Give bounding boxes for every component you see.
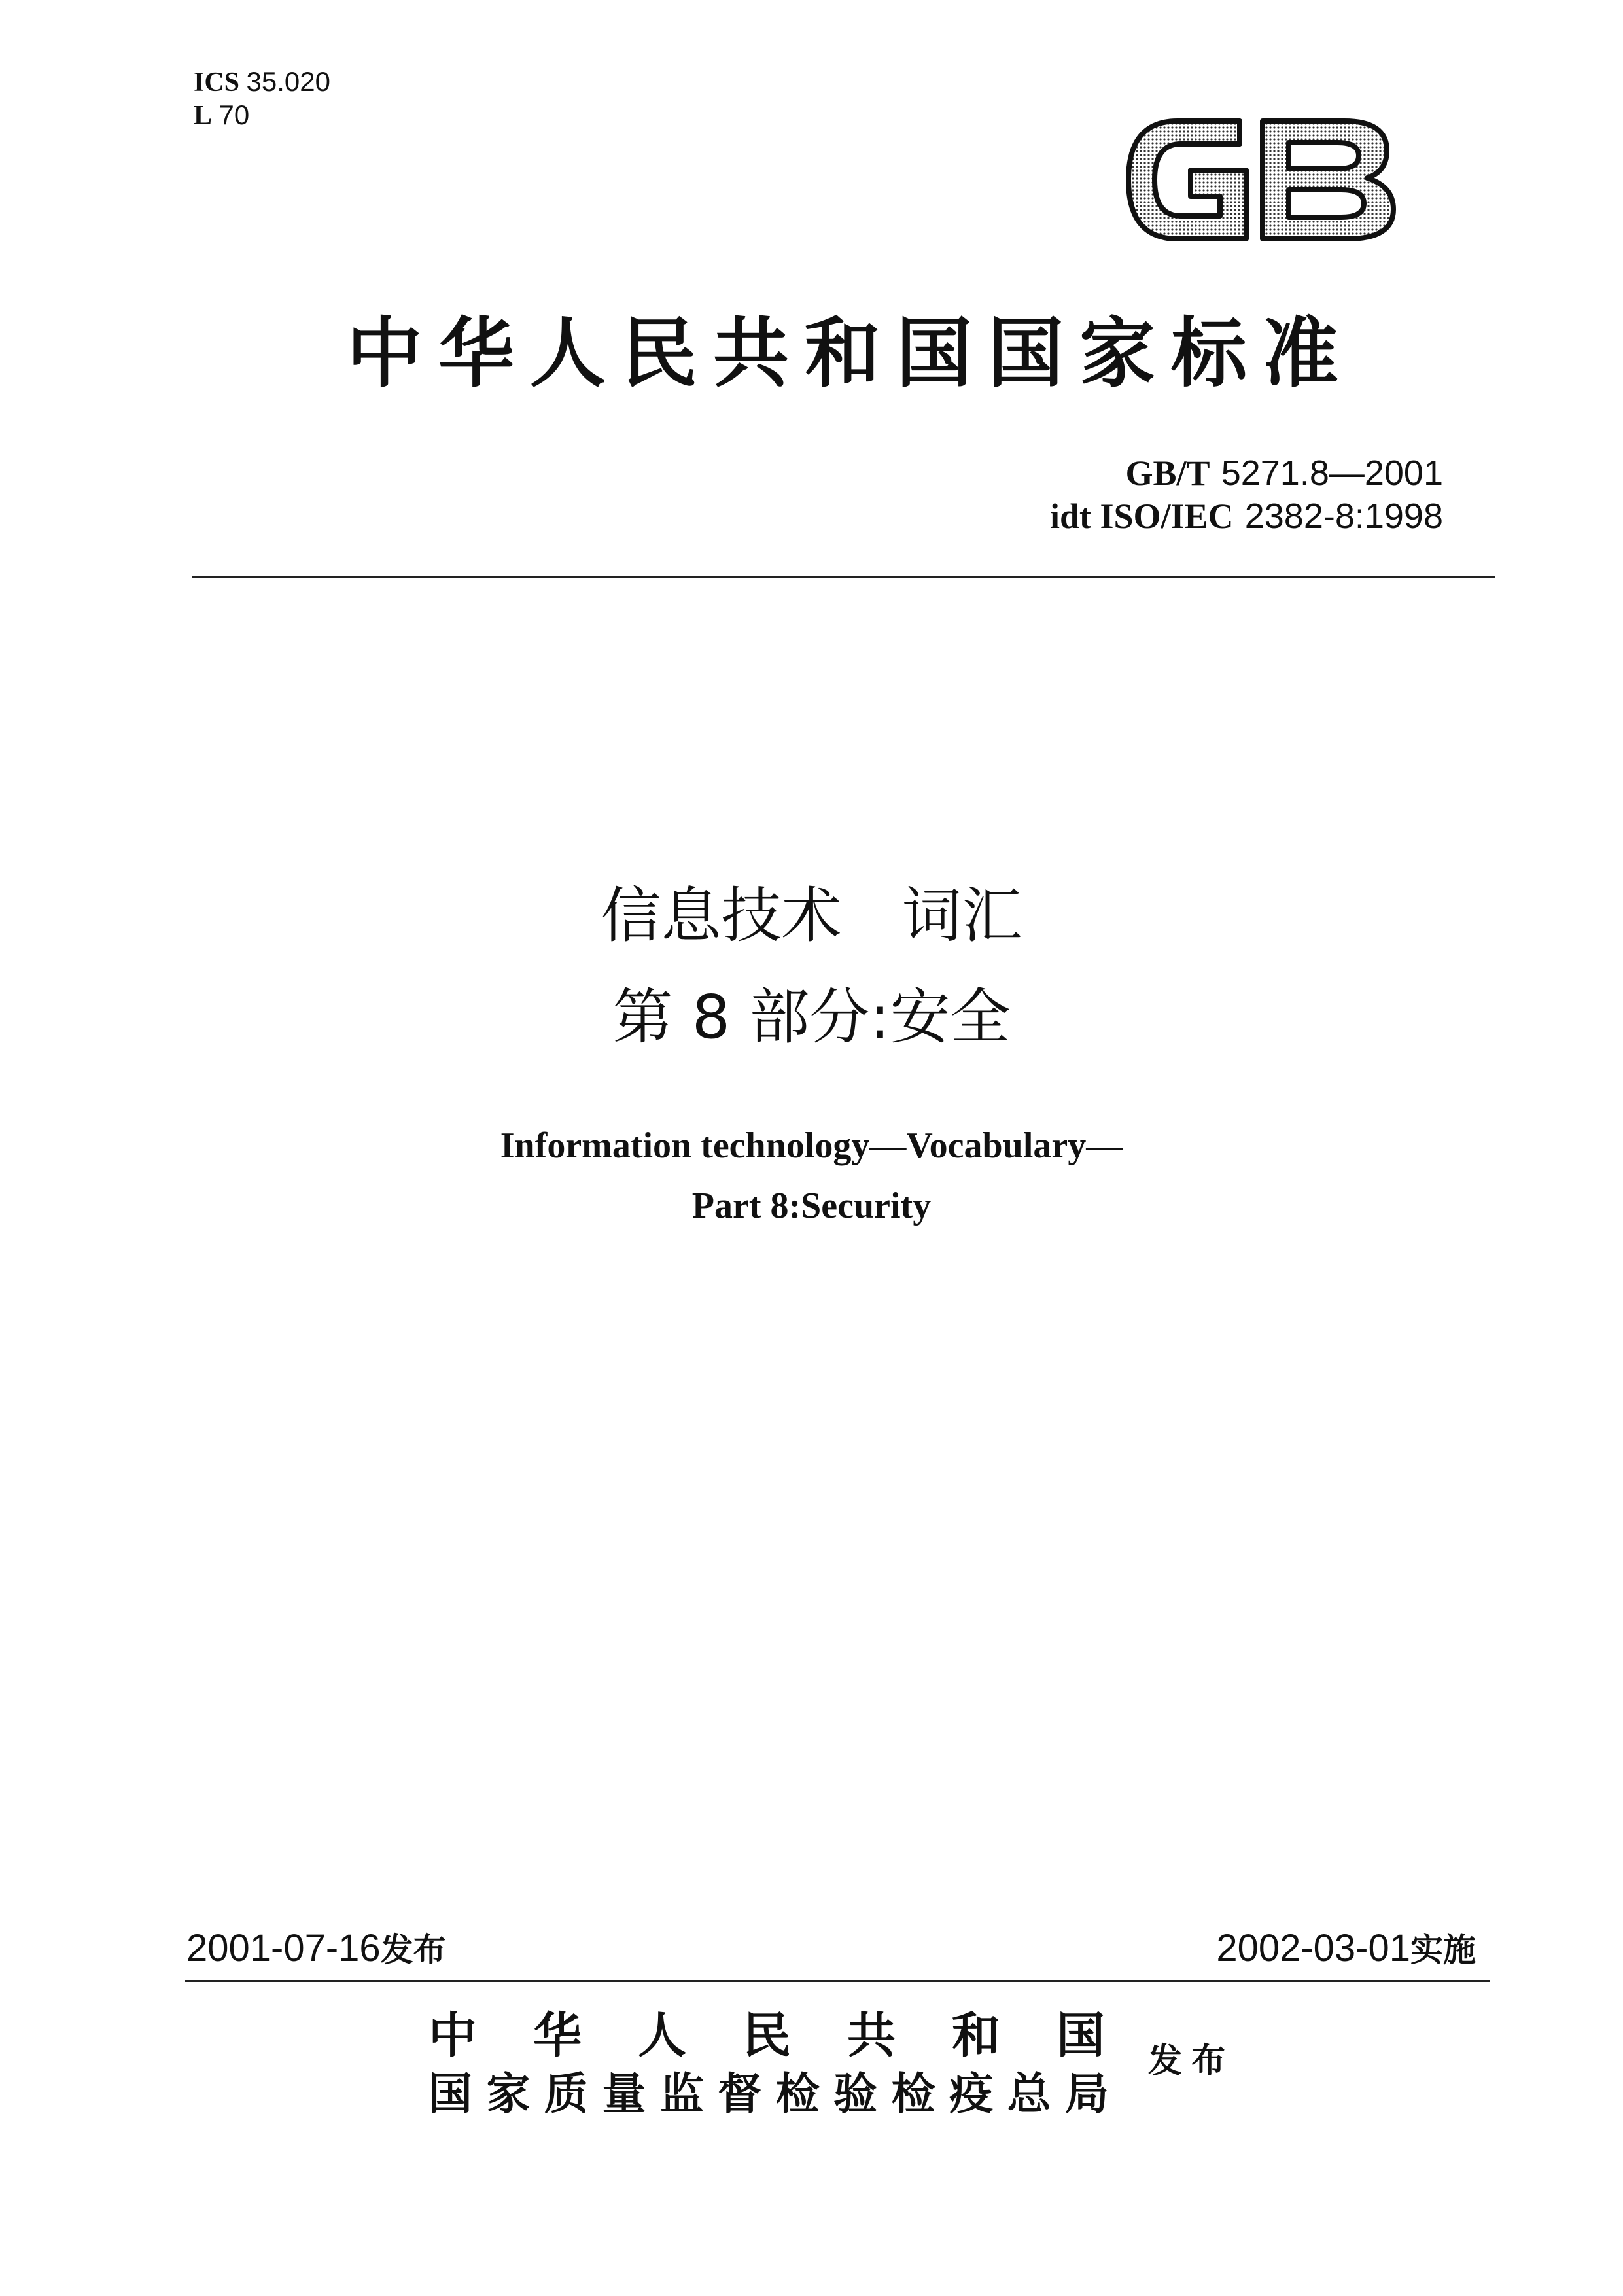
gb-logo-b: [1263, 121, 1393, 239]
issue-date-value: 2001-07-16: [186, 1927, 381, 1969]
issue-date-word: 发布: [380, 1931, 446, 1969]
standard-number: 5271.8—2001: [1221, 453, 1443, 493]
ics-code: 35.020: [246, 66, 331, 97]
chinese-title-line1: 信息技术 词汇: [601, 881, 1022, 951]
ccs-line: [194, 99, 330, 132]
gb-logo-g: [1128, 121, 1246, 239]
classification-codes: [194, 65, 330, 132]
publisher-line1: 中华人民共和国: [428, 2007, 1109, 2064]
equivalence-line: [1050, 495, 1443, 538]
standard-number-prefix: GB/T: [1125, 453, 1210, 493]
ccs-prefix: L: [194, 101, 213, 131]
standard-number-line: [1050, 451, 1443, 495]
header-divider: [192, 576, 1495, 578]
footer-divider: [185, 1980, 1490, 1982]
national-standard-heading: 中华人民共和国国家标准: [347, 309, 1354, 398]
gb-logo: [1115, 98, 1403, 262]
chinese-title-line2: 第 8 部分:安全: [612, 982, 1011, 1052]
ics-line: [194, 65, 330, 99]
ccs-code: 70: [218, 99, 250, 130]
publisher-issue-word: 发布: [1148, 2041, 1235, 2081]
equivalence-number: 2382-8:1998: [1244, 497, 1443, 536]
effective-date-word: 实施: [1410, 1931, 1476, 1969]
english-title-line1: Information technology—Vocabulary—: [500, 1125, 1123, 1166]
issue-date: [186, 1925, 446, 1973]
ics-prefix: ICS: [194, 67, 240, 97]
english-title-line2: Part 8:Security: [691, 1186, 932, 1226]
standard-numbers: [1050, 451, 1443, 538]
equivalence-prefix: idt ISO/IEC: [1049, 497, 1234, 536]
effective-date: [1216, 1925, 1476, 1973]
effective-date-value: 2002-03-01: [1216, 1927, 1410, 1969]
publisher-line2: 国家质量监督检验检疫总局: [428, 2068, 1109, 2119]
